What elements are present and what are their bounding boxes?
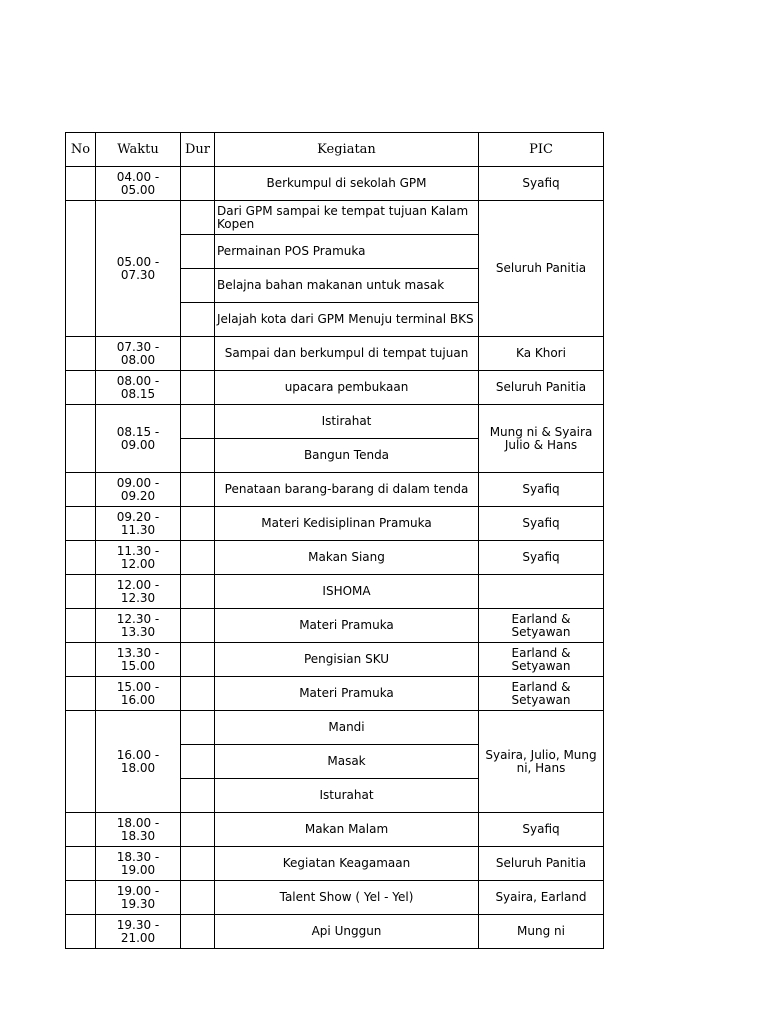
kegiatan-cell: Penataan barang-barang di dalam tenda xyxy=(215,473,479,507)
table-row xyxy=(66,201,604,235)
kegiatan-cell: Masak xyxy=(215,745,479,779)
pic-cell: Syafiq xyxy=(479,507,604,541)
dur-cell xyxy=(181,677,215,711)
kegiatan-cell: Api Unggun xyxy=(215,915,479,949)
waktu-cell: 07.30 - 08.00 xyxy=(96,337,181,371)
no-cell xyxy=(66,371,96,405)
dur-cell xyxy=(181,779,215,813)
dur-cell xyxy=(181,609,215,643)
dur-cell xyxy=(181,711,215,745)
header-kegiatan: Kegiatan xyxy=(215,133,479,167)
waktu-cell: 15.00 - 16.00 xyxy=(96,677,181,711)
header-pic: PIC xyxy=(479,133,604,167)
header-waktu: Waktu xyxy=(96,133,181,167)
waktu-cell: 12.30 - 13.30 xyxy=(96,609,181,643)
dur-cell xyxy=(181,575,215,609)
pic-cell: Earland & Setyawan xyxy=(479,643,604,677)
dur-cell xyxy=(181,303,215,337)
kegiatan-cell: Makan Malam xyxy=(215,813,479,847)
no-cell xyxy=(66,337,96,371)
kegiatan-cell: Bangun Tenda xyxy=(215,439,479,473)
pic-cell: Syafiq xyxy=(479,167,604,201)
dur-cell xyxy=(181,881,215,915)
no-cell xyxy=(66,405,96,473)
waktu-cell: 04.00 - 05.00 xyxy=(96,167,181,201)
kegiatan-cell: Belajna bahan makanan untuk masak xyxy=(215,269,479,303)
kegiatan-cell: Dari GPM sampai ke tempat tujuan Kalam Kopen xyxy=(215,201,479,235)
waktu-cell: 11.30 - 12.00 xyxy=(96,541,181,575)
header-row xyxy=(66,133,604,167)
pic-cell: Earland & Setyawan xyxy=(479,609,604,643)
table-row xyxy=(66,609,604,643)
waktu-cell: 16.00 - 18.00 xyxy=(96,711,181,813)
kegiatan-cell: Berkumpul di sekolah GPM xyxy=(215,167,479,201)
schedule-body xyxy=(66,167,604,949)
table-row xyxy=(66,167,604,201)
kegiatan-cell: Jelajah kota dari GPM Menuju terminal BKS xyxy=(215,303,479,337)
table-row xyxy=(66,915,604,949)
table-row xyxy=(66,473,604,507)
dur-cell xyxy=(181,643,215,677)
waktu-cell: 09.20 - 11.30 xyxy=(96,507,181,541)
dur-cell xyxy=(181,167,215,201)
waktu-cell: 13.30 - 15.00 xyxy=(96,643,181,677)
no-cell xyxy=(66,473,96,507)
dur-cell xyxy=(181,371,215,405)
dur-cell xyxy=(181,235,215,269)
dur-cell xyxy=(181,915,215,949)
kegiatan-cell: Istirahat xyxy=(215,405,479,439)
no-cell xyxy=(66,201,96,337)
table-row xyxy=(66,405,604,439)
no-cell xyxy=(66,507,96,541)
pic-cell: Ka Khori xyxy=(479,337,604,371)
table-row xyxy=(66,711,604,745)
header-dur: Dur xyxy=(181,133,215,167)
pic-cell: Syafiq xyxy=(479,541,604,575)
table-row xyxy=(66,813,604,847)
no-cell xyxy=(66,711,96,813)
table-row xyxy=(66,677,604,711)
waktu-cell: 12.00 - 12.30 xyxy=(96,575,181,609)
kegiatan-cell: Permainan POS Pramuka xyxy=(215,235,479,269)
kegiatan-cell: ISHOMA xyxy=(215,575,479,609)
table-row xyxy=(66,371,604,405)
no-cell xyxy=(66,643,96,677)
waktu-cell: 08.00 - 08.15 xyxy=(96,371,181,405)
dur-cell xyxy=(181,337,215,371)
kegiatan-cell: Sampai dan berkumpul di tempat tujuan xyxy=(215,337,479,371)
kegiatan-cell: Talent Show ( Yel - Yel) xyxy=(215,881,479,915)
waktu-cell: 19.00 - 19.30 xyxy=(96,881,181,915)
kegiatan-cell: Materi Pramuka xyxy=(215,677,479,711)
dur-cell xyxy=(181,813,215,847)
table-row xyxy=(66,881,604,915)
no-cell xyxy=(66,813,96,847)
table-row xyxy=(66,541,604,575)
pic-cell: Syafiq xyxy=(479,473,604,507)
no-cell xyxy=(66,847,96,881)
waktu-cell: 09.00 - 09.20 xyxy=(96,473,181,507)
table-row xyxy=(66,575,604,609)
no-cell xyxy=(66,575,96,609)
pic-cell xyxy=(479,575,604,609)
pic-cell: Seluruh Panitia xyxy=(479,201,604,337)
waktu-cell: 08.15 - 09.00 xyxy=(96,405,181,473)
waktu-cell: 05.00 - 07.30 xyxy=(96,201,181,337)
no-cell xyxy=(66,167,96,201)
table-row xyxy=(66,337,604,371)
no-cell xyxy=(66,881,96,915)
no-cell xyxy=(66,915,96,949)
pic-cell: Seluruh Panitia xyxy=(479,371,604,405)
pic-cell: Syafiq xyxy=(479,813,604,847)
dur-cell xyxy=(181,507,215,541)
kegiatan-cell: Makan Siang xyxy=(215,541,479,575)
kegiatan-cell: Materi Kedisiplinan Pramuka xyxy=(215,507,479,541)
kegiatan-cell: upacara pembukaan xyxy=(215,371,479,405)
schedule-table xyxy=(65,132,604,949)
no-cell xyxy=(66,609,96,643)
kegiatan-cell: Pengisian SKU xyxy=(215,643,479,677)
pic-cell: Syaira, Earland xyxy=(479,881,604,915)
table-row xyxy=(66,643,604,677)
pic-cell: Syaira, Julio, Mung ni, Hans xyxy=(479,711,604,813)
dur-cell xyxy=(181,405,215,439)
dur-cell xyxy=(181,439,215,473)
kegiatan-cell: Isturahat xyxy=(215,779,479,813)
kegiatan-cell: Materi Pramuka xyxy=(215,609,479,643)
pic-cell: Earland & Setyawan xyxy=(479,677,604,711)
pic-cell: Seluruh Panitia xyxy=(479,847,604,881)
pic-cell: Mung ni & Syaira Julio & Hans xyxy=(479,405,604,473)
dur-cell xyxy=(181,269,215,303)
waktu-cell: 19.30 - 21.00 xyxy=(96,915,181,949)
waktu-cell: 18.00 - 18.30 xyxy=(96,813,181,847)
waktu-cell: 18.30 - 19.00 xyxy=(96,847,181,881)
no-cell xyxy=(66,541,96,575)
dur-cell xyxy=(181,473,215,507)
dur-cell xyxy=(181,541,215,575)
table-row xyxy=(66,847,604,881)
dur-cell xyxy=(181,847,215,881)
pic-cell: Mung ni xyxy=(479,915,604,949)
dur-cell xyxy=(181,201,215,235)
dur-cell xyxy=(181,745,215,779)
kegiatan-cell: Kegiatan Keagamaan xyxy=(215,847,479,881)
no-cell xyxy=(66,677,96,711)
header-no: No xyxy=(66,133,96,167)
kegiatan-cell: Mandi xyxy=(215,711,479,745)
table-row xyxy=(66,507,604,541)
